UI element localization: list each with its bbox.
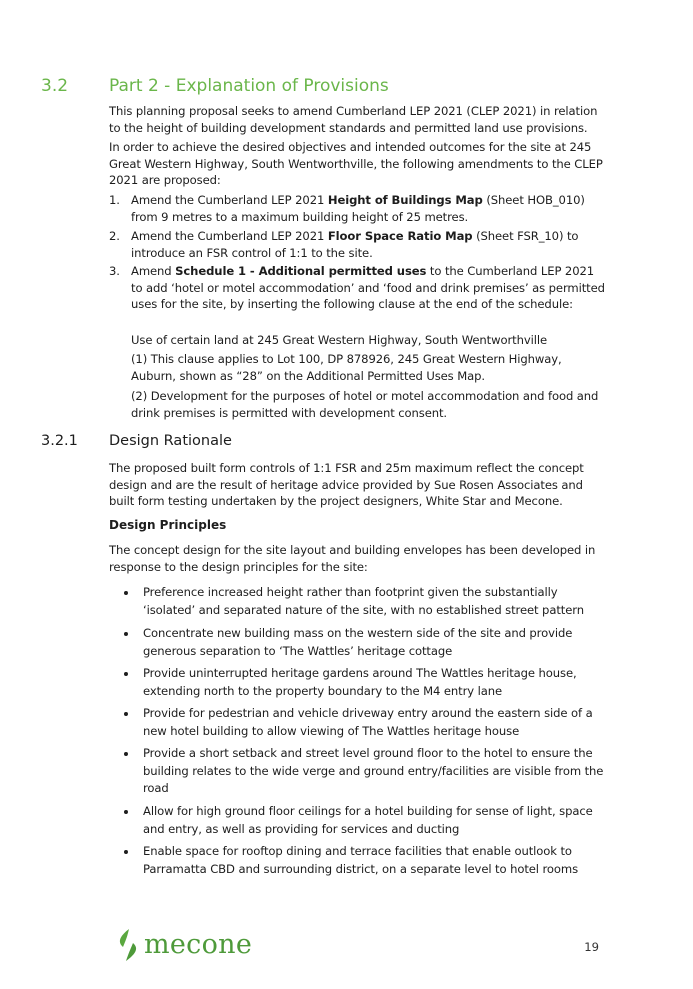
subsection-number: 3.2.1 — [41, 433, 78, 449]
principle-text: Provide for pedestrian and vehicle driveway entry around the eastern side of a new hotel building to allow viewing of The Wattles heritage house — [143, 706, 593, 738]
intro-paragraph-2: In order to achieve the desired objectives and intended outcomes for the site at 245 Great Western Highway, South Wentworthville, the following amendments to the CLEP 2021 are proposed: — [109, 140, 603, 187]
amendment-text-bold: Height of Buildings Map — [327, 193, 483, 207]
logo-wordmark: mecone — [144, 929, 253, 960]
clause-1: (1) This clause applies to Lot 100, DP 878926, 245 Great Western Highway, Auburn, shown as “28” on the Additional Permitted Uses Map. — [131, 352, 562, 383]
amendment-number: 3. — [109, 264, 120, 278]
amendment-text — [131, 228, 609, 261]
bullet-icon — [124, 810, 128, 814]
amendment-text-pre: Amend the Cumberland LEP 2021 — [131, 193, 328, 207]
section-title: Part 2 - Explanation of Provisions — [109, 76, 389, 96]
amendment-text-bold: Floor Space Ratio Map — [327, 229, 473, 243]
amendment-text-pre: Amend — [131, 264, 176, 278]
bullet-icon — [124, 632, 128, 636]
amendment-text-bold: Schedule 1 - Additional permitted uses — [175, 264, 427, 278]
bullet-icon — [124, 672, 128, 676]
amendment-number: 2. — [109, 229, 120, 243]
principle-text: Concentrate new building mass on the western side of the site and provide generous separation to ‘The Wattles’ heritage cottage — [143, 626, 573, 658]
bullet-icon — [124, 752, 128, 756]
principle-text: Allow for high ground floor ceilings for a hotel building for sense of light, space and entry, as well as providing for services and ducting — [143, 804, 593, 836]
intro-paragraph-1: This planning proposal seeks to amend Cumberland LEP 2021 (CLEP 2021) in relation to the height of building development standards and permitted land use provisions. — [109, 104, 598, 135]
principles-intro: The concept design for the site layout and building envelopes has been developed in response to the design principles for the site: — [109, 543, 596, 574]
principle-text: Provide uninterrupted heritage gardens around The Wattles heritage house, extending north to the property boundary to the M4 entry lane — [143, 666, 577, 698]
bullet-icon — [124, 591, 128, 595]
clause-2: (2) Development for the purposes of hotel or motel accommodation and food and drink premises is permitted with development consent. — [131, 389, 599, 420]
principle-text: Enable space for rooftop dining and terrace facilities that enable outlook to Parramatta CBD and surrounding district, on a separate level to hotel rooms — [143, 844, 579, 876]
amendment-text-post: (Sheet HOB_010) from 9 metres to a maximum building height of 25 metres. — [131, 193, 585, 224]
bullet-icon — [124, 850, 128, 854]
principles-heading: Design Principles — [109, 518, 227, 532]
amendment-text-pre: Amend the Cumberland LEP 2021 — [131, 229, 328, 243]
page-number: 19 — [584, 940, 599, 954]
amendment-number: 1. — [109, 193, 120, 207]
amendment-text-post: (Sheet FSR_10) to introduce an FSR control of 1:1 to the site. — [131, 229, 579, 260]
amendment-text — [131, 192, 609, 225]
clause-title: Use of certain land at 245 Great Western Highway, South Wentworthville — [131, 333, 547, 347]
principle-text: Provide a short setback and street level ground floor to the hotel to ensure the building relates to the wide verge and ground entry/facilities are visible from the road — [143, 746, 604, 795]
rationale-paragraph: The proposed built form controls of 1:1 FSR and 25m maximum reflect the concept design and are the result of heritage advice provided by Sue Rosen Associates and built form testing undertaken by the project designers, White Star and Mecone. — [109, 461, 584, 508]
section-number: 3.2 — [41, 76, 69, 96]
subsection-title: Design Rationale — [109, 433, 232, 449]
bullet-icon — [124, 712, 128, 716]
amendment-text-post: to the Cumberland LEP 2021 to add ‘hotel or motel accommodation’ and ‘food and drink premises’ as permitted uses for the site, by inserting the following clause at the end of the schedule: — [131, 264, 605, 311]
amendment-text — [131, 263, 609, 313]
mecone-logo — [114, 927, 254, 963]
leaf-logo-icon — [114, 927, 142, 963]
principle-text: Preference increased height rather than footprint given the substantially ‘isolated’ and separated nature of the site, with no established street pattern — [143, 585, 584, 617]
